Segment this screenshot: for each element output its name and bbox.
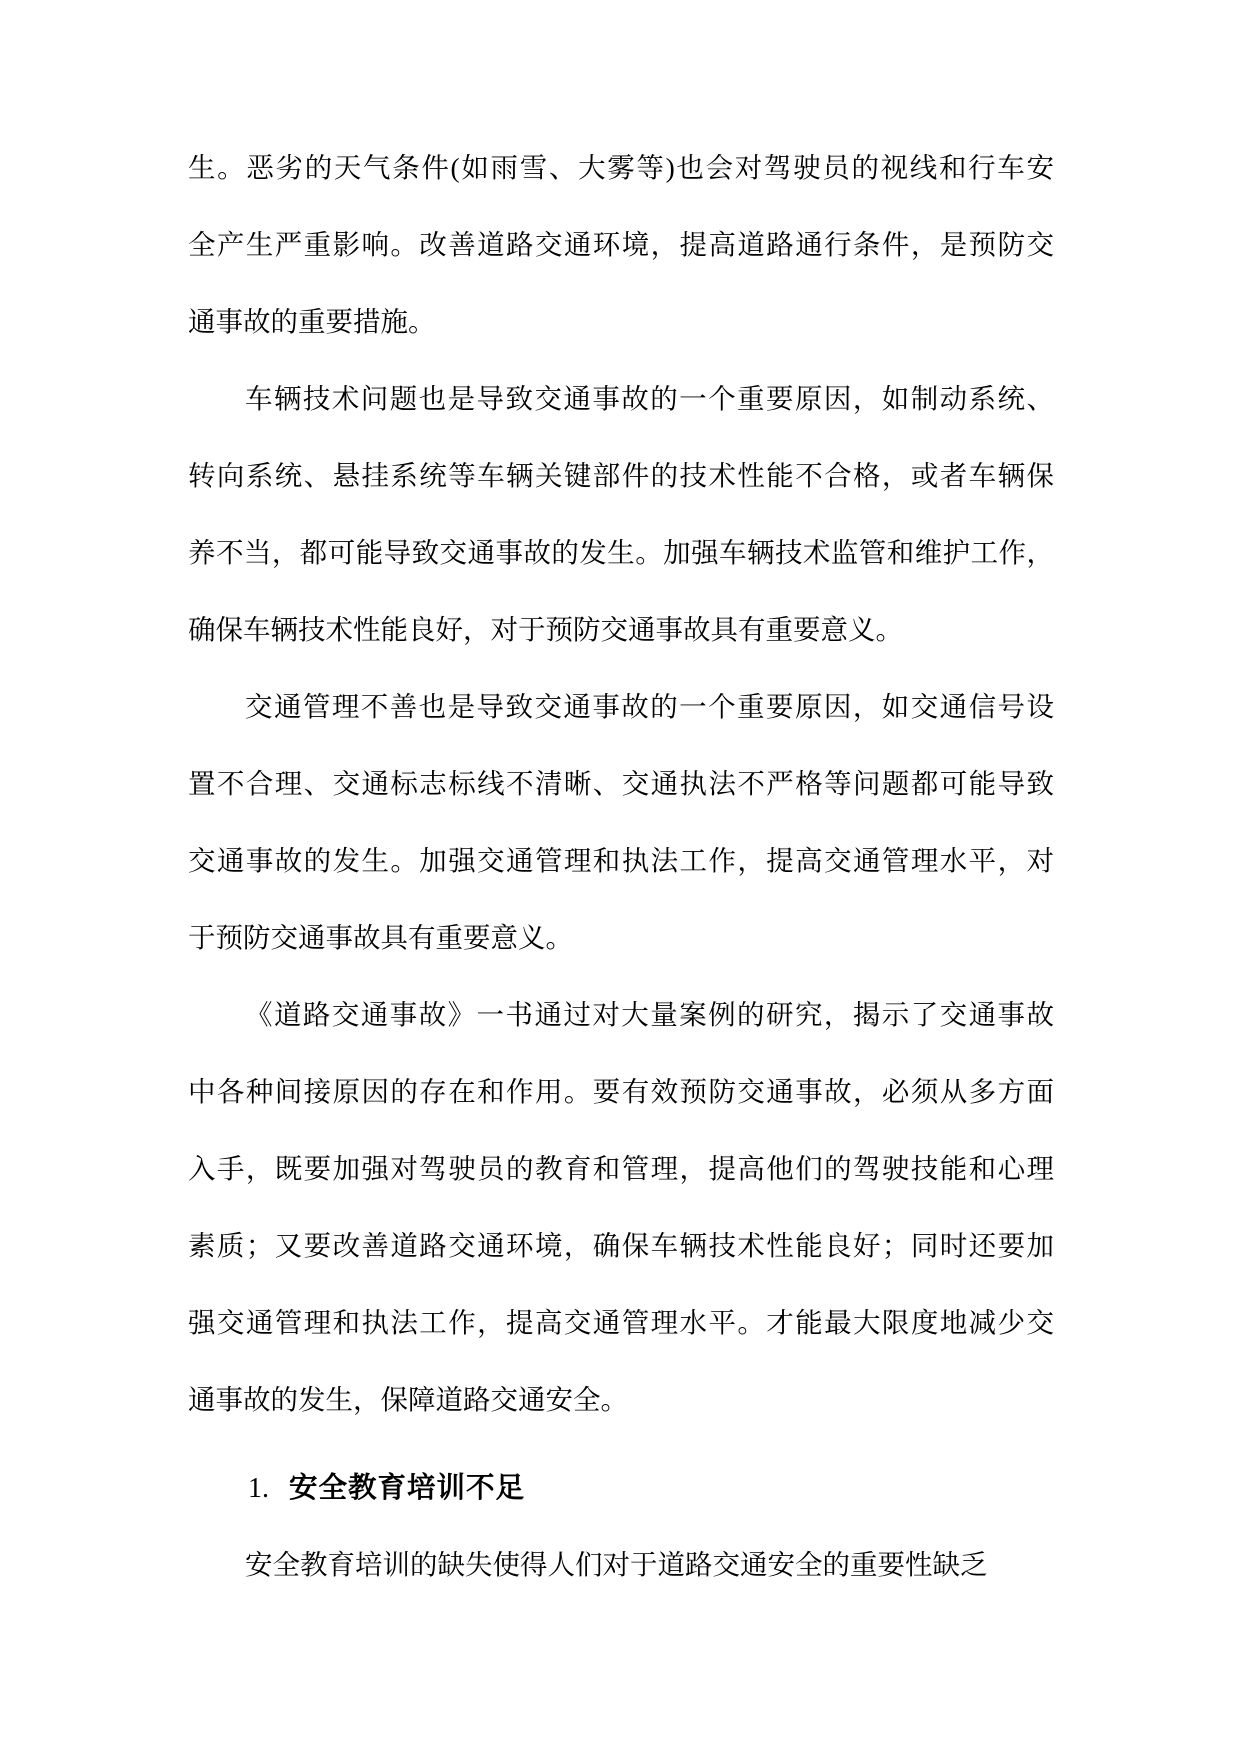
text-line: 交通事故的发生。加强交通管理和执法工作，提高交通管理水平，对 [188, 845, 1054, 876]
text-line: 通事故的发生，保障道路交通安全。 [188, 1384, 628, 1415]
text-line: 确保车辆技术性能良好，对于预防交通事故具有重要意义。 [188, 614, 903, 645]
heading-number: 1. [248, 1473, 269, 1504]
text-line: 通事故的重要措施。 [188, 306, 436, 337]
text-line: 于预防交通事故具有重要意义。 [188, 922, 573, 953]
text-line: 全产生严重影响。改善道路交通环境，提高道路通行条件，是预防交 [188, 229, 1054, 260]
text-line: 强交通管理和执法工作，提高交通管理水平。才能最大限度地减少交 [188, 1307, 1054, 1338]
text-line: 入手，既要加强对驾驶员的教育和管理，提高他们的驾驶技能和心理 [188, 1153, 1054, 1184]
text-line: 置不合理、交通标志标线不清晰、交通执法不严格等问题都可能导致 [188, 768, 1054, 799]
text-line: 《道路交通事故》一书通过对大量案例的研究，揭示了交通事故 [245, 999, 1054, 1030]
text-line: 中各种间接原因的存在和作用。要有效预防交通事故，必须从多方面 [188, 1076, 1054, 1107]
text-line: 素质；又要改善道路交通环境，确保车辆技术性能良好；同时还要加 [188, 1230, 1054, 1261]
text-line: 车辆技术问题也是导致交通事故的一个重要原因，如制动系统、 [245, 383, 1054, 414]
text-line: 安全教育培训的缺失使得人们对于道路交通安全的重要性缺乏 [245, 1549, 988, 1580]
paragraph [188, 1526, 1054, 1603]
paragraph [188, 976, 1054, 1438]
paragraph [188, 129, 1054, 360]
text-line: 交通管理不善也是导致交通事故的一个重要原因，如交通信号设 [245, 691, 1054, 722]
text-line: 生。恶劣的天气条件(如雨雪、大雾等)也会对驾驶员的视线和行车安 [188, 152, 1054, 183]
paragraph [188, 668, 1054, 976]
text-line: 转向系统、悬挂系统等车辆关键部件的技术性能不合格，或者车辆保 [188, 460, 1054, 491]
heading-text: 安全教育培训不足 [289, 1473, 526, 1504]
document-content [188, 129, 1054, 1603]
paragraph [188, 360, 1054, 668]
section-heading [188, 1449, 1054, 1526]
text-line: 养不当，都可能导致交通事故的发生。加强车辆技术监管和维护工作， [188, 537, 1054, 568]
